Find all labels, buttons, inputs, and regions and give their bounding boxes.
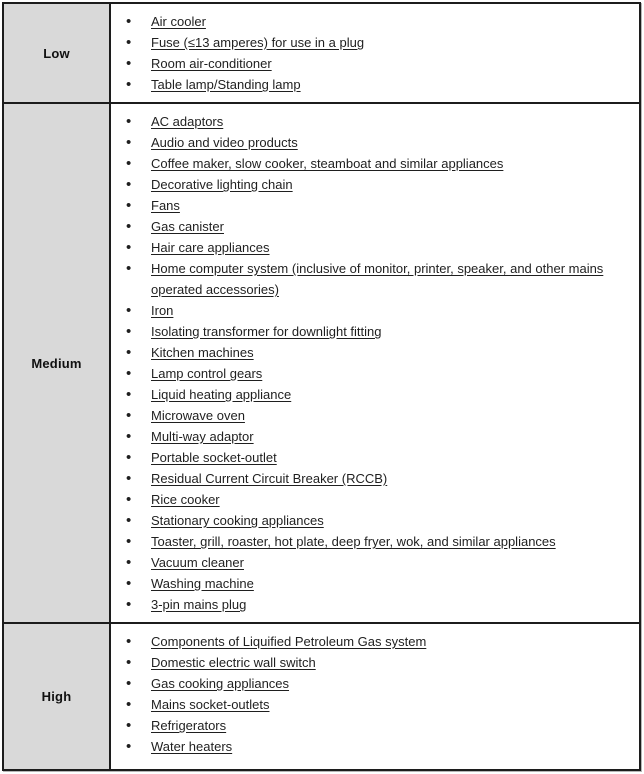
item-link[interactable]: Decorative lighting chain [151, 177, 293, 192]
list-item [124, 489, 626, 510]
list-item [124, 652, 626, 673]
list-item [124, 74, 626, 95]
item-link[interactable]: Fuse (≤13 amperes) for use in a plug [151, 35, 365, 50]
item-link[interactable]: Air cooler [151, 14, 206, 29]
item-link[interactable]: Audio and video products [151, 135, 298, 150]
item-link[interactable]: Domestic electric wall switch [151, 655, 316, 670]
list-item [124, 32, 626, 53]
list-item [124, 384, 626, 405]
list-item [124, 300, 626, 321]
item-link[interactable]: Fans [151, 198, 180, 213]
table-row [4, 104, 639, 624]
item-link[interactable]: Kitchen machines [151, 345, 254, 360]
list-item [124, 631, 626, 652]
items-cell [111, 624, 639, 769]
list-item [124, 715, 626, 736]
list-item [124, 342, 626, 363]
list-item [124, 736, 626, 757]
list-item [124, 11, 626, 32]
item-link[interactable]: Residual Current Circuit Breaker (RCCB) [151, 471, 388, 486]
list-item [124, 426, 626, 447]
item-list [124, 631, 629, 757]
item-link[interactable]: Washing machine [151, 576, 254, 591]
item-link[interactable]: Toaster, grill, roaster, hot plate, deep fryer, wok, and similar appliances [151, 534, 556, 549]
item-link[interactable]: Gas canister [151, 219, 224, 234]
items-cell [111, 104, 639, 622]
item-link[interactable]: 3-pin mains plug [151, 597, 247, 612]
item-link[interactable]: Vacuum cleaner [151, 555, 244, 570]
item-link[interactable]: Gas cooking appliances [151, 676, 290, 691]
risk-level-label: High [4, 624, 111, 769]
list-item [124, 594, 626, 615]
item-link[interactable]: Microwave oven [151, 408, 245, 423]
list-item [124, 111, 626, 132]
list-item [124, 363, 626, 384]
item-link[interactable]: Table lamp/Standing lamp [151, 77, 301, 92]
item-link[interactable]: Portable socket-outlet [151, 450, 277, 465]
list-item [124, 552, 626, 573]
item-link[interactable]: Water heaters [151, 739, 233, 754]
list-item [124, 321, 626, 342]
list-item [124, 237, 626, 258]
list-item [124, 405, 626, 426]
list-item [124, 468, 626, 489]
list-item [124, 673, 626, 694]
table-row [4, 624, 639, 769]
table-row [4, 4, 639, 104]
list-item [124, 174, 626, 195]
item-link[interactable]: Isolating transformer for downlight fitting [151, 324, 382, 339]
item-list [124, 111, 629, 615]
risk-level-label: Medium [4, 104, 111, 622]
list-item [124, 53, 626, 74]
item-link[interactable]: Iron [151, 303, 174, 318]
list-item [124, 258, 626, 300]
item-link[interactable]: Room air-conditioner [151, 56, 272, 71]
list-item [124, 153, 626, 174]
item-link[interactable]: Home computer system (inclusive of monitor, printer, speaker, and other mains operated accessories) [151, 261, 604, 297]
list-item [124, 531, 626, 552]
item-link[interactable]: Coffee maker, slow cooker, steamboat and similar appliances [151, 156, 504, 171]
item-link[interactable]: Stationary cooking appliances [151, 513, 324, 528]
list-item [124, 132, 626, 153]
item-link[interactable]: Multi-way adaptor [151, 429, 254, 444]
item-link[interactable]: Mains socket-outlets [151, 697, 270, 712]
risk-level-label: Low [4, 4, 111, 102]
item-link[interactable]: Refrigerators [151, 718, 227, 733]
list-item [124, 510, 626, 531]
items-cell [111, 4, 639, 102]
list-item [124, 216, 626, 237]
risk-classification-table [2, 2, 641, 771]
item-link[interactable]: Components of Liquified Petroleum Gas system [151, 634, 427, 649]
item-link[interactable]: Lamp control gears [151, 366, 263, 381]
item-link[interactable]: Rice cooker [151, 492, 220, 507]
list-item [124, 195, 626, 216]
item-link[interactable]: Hair care appliances [151, 240, 270, 255]
list-item [124, 694, 626, 715]
list-item [124, 447, 626, 468]
item-list [124, 11, 629, 95]
item-link[interactable]: AC adaptors [151, 114, 224, 129]
list-item [124, 573, 626, 594]
item-link[interactable]: Liquid heating appliance [151, 387, 292, 402]
